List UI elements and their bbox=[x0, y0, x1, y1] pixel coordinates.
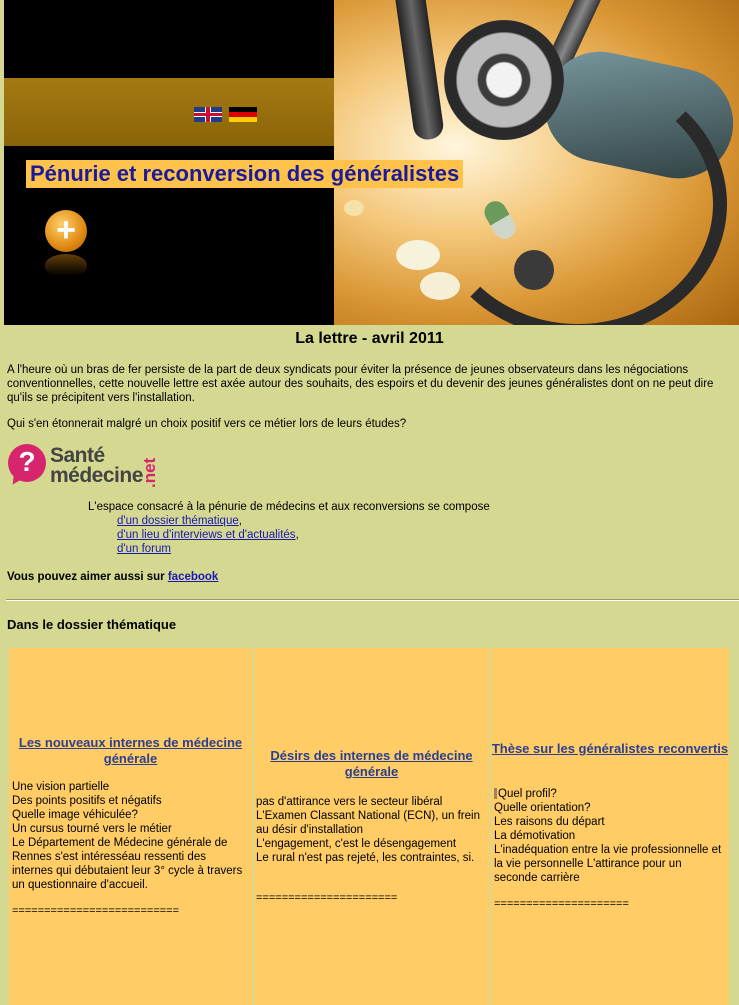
header-banner bbox=[4, 0, 739, 325]
link-forum[interactable]: d'un forum bbox=[117, 543, 171, 555]
card-line: Une vision partielle bbox=[12, 781, 110, 793]
card-body bbox=[12, 780, 248, 892]
text-cursor bbox=[494, 788, 497, 799]
logo-line2: médecine bbox=[50, 464, 143, 487]
card-body bbox=[494, 787, 728, 885]
link-interviews-actualites[interactable]: d'un lieu d'interviews et d'actualités bbox=[117, 529, 296, 541]
plus-circle-icon[interactable]: + bbox=[45, 210, 87, 252]
card-line: L'Examen Classant National (ECN), un frein au désir d'installation bbox=[256, 810, 480, 836]
card-line: Le rural n'est pas rejeté, les contraintes, si. bbox=[256, 852, 475, 864]
card-line: L'inadéquation entre la vie professionnelle et la vie personnelle L'attirance pour un seconde carrière bbox=[494, 844, 722, 884]
card-body bbox=[256, 795, 488, 865]
card-title-link[interactable]: Les nouveaux internes de médecine générale bbox=[18, 735, 243, 766]
card-line: Quel profil? bbox=[498, 788, 557, 800]
dossier-heading: Dans le dossier thématique bbox=[7, 617, 177, 632]
intro-paragraph: A l'heure où un bras de fer persiste de la part de deux syndicats pour éviter la présence de jeunes observateurs dans les négociations conventionnelles, cette nouvelle lettre est axée autour des souhaits, des espoirs et du devenir des jeunes généralistes dont on ne peut dire qu'ils se précipitent vers l'installation. bbox=[7, 364, 714, 404]
header-band bbox=[4, 78, 334, 146]
banner-title: Pénurie et reconversion des généralistes bbox=[26, 160, 463, 188]
card-line: L'engagement, c'est le désengagement bbox=[256, 838, 457, 850]
dossier-card bbox=[9, 648, 252, 1005]
germany-flag-icon[interactable] bbox=[229, 107, 257, 122]
card-line: Un cursus tourné vers le métier bbox=[12, 823, 172, 835]
card-line: Le Département de Médecine générale de Rennes s'est intéresséau ressenti des internes qui débutaient leur 3° cycle à travers un questionnaire d'accueil. bbox=[12, 837, 243, 891]
sante-medecine-logo[interactable] bbox=[8, 444, 168, 492]
link-dossier-thematique[interactable]: d'un dossier thématique bbox=[117, 515, 239, 527]
question-mark-icon: ? bbox=[8, 444, 46, 482]
espace-section bbox=[88, 500, 490, 556]
divider bbox=[6, 599, 739, 601]
facebook-line bbox=[7, 571, 218, 583]
logo-suffix: .net bbox=[140, 457, 159, 488]
card-title-link[interactable]: Thèse sur les généralistes reconvertis bbox=[491, 741, 729, 756]
card-line: Quelle image véhiculée? bbox=[12, 809, 138, 821]
espace-suffix: , bbox=[238, 515, 242, 527]
espace-intro: L'espace consacré à la pénurie de médecins et aux reconversions se compose bbox=[88, 501, 490, 513]
dossier-card bbox=[491, 648, 729, 1005]
facebook-link[interactable]: facebook bbox=[167, 571, 219, 583]
card-line: Quelle orientation? bbox=[494, 802, 591, 814]
card-separator: ====================== bbox=[256, 892, 398, 904]
card-separator: ===================== bbox=[494, 898, 629, 910]
espace-suffix: , bbox=[295, 529, 299, 541]
plus-reflection bbox=[45, 254, 87, 276]
card-line: La démotivation bbox=[494, 830, 576, 842]
card-title-link[interactable]: Désirs des internes de médecine générale bbox=[270, 748, 473, 779]
card-line: pas d'attirance vers le secteur libéral bbox=[256, 796, 443, 808]
dossier-card bbox=[254, 648, 489, 1005]
card-line: Des points positifs et négatifs bbox=[12, 795, 162, 807]
card-line: Les raisons du départ bbox=[494, 816, 605, 828]
uk-flag-icon[interactable] bbox=[194, 107, 222, 122]
question-paragraph: Qui s'en étonnerait malgré un choix positif vers ce métier lors de leurs études? bbox=[7, 418, 407, 430]
logo-line1: Santé bbox=[50, 444, 105, 467]
card-separator: ========================== bbox=[12, 905, 180, 917]
letter-title: La lettre - avril 2011 bbox=[295, 330, 444, 347]
facebook-text: Vous pouvez aimer aussi sur bbox=[7, 571, 168, 583]
